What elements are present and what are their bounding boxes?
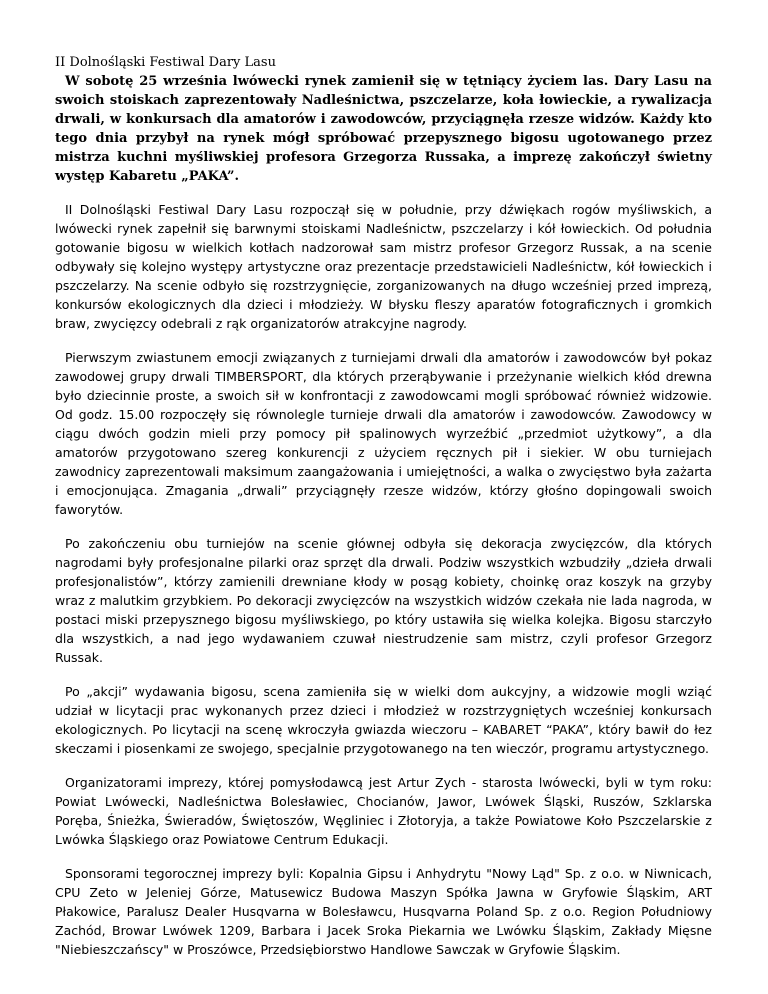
paragraph-auction-cabaret: Po „akcji” wydawania bigosu, scena zamieniła się w wielki dom aukcyjny, a widzowie mogli wziąć udział w licytacji prac wykonanych przez dzieci i młodzież w rozstrzygniętych wcześniej konkursach ekologicznych. Po licytacji na scenę wkroczyła gwiazda wieczoru – KABARET “PAKA”, który bawił do łez skeczami i piosenkami ze swojego, specjalnie przygotowanego na ten wieczór, programu artystycznego. xyxy=(55,684,712,756)
paragraph-lumberjack-tournaments: Pierwszym zwiastunem emocji związanych z turniejami drwali dla amatorów i zawodowców był pokaz zawodowej grupy drwali TIMBERSPORT, dla których przerąbywanie i przeżynanie wielkich kłód drewna było dziecinnie proste, a swoich sił w konfrontacji z zawodowcami mogli spróbować również widzowie. Od godz. 15.00 rozpoczęły się równolegle turnieje drwali dla amatorów i zawodowców. Zawodowcy w ciągu dwóch godzin mieli przy pomocy pił spalinowych wyrzeźbić „przedmiot użytkowy”, a dla amatorów przygotowano szereg konkurencji z użyciem ręcznych pił i siekier. W obu turniejach zawodnicy zaprezentowali maksimum zaangażowania i umiejętności, a walka o zwycięstwo była zażarta i emocjonująca. Zmagania „drwali” przyciągnęły rzesze widzów, którzy głośno dopingowali swoich faworytów. xyxy=(55,350,712,517)
lead-paragraph: W sobotę 25 września lwówecki rynek zamienił się w tętniący życiem las. Dary Lasu na swoich stoiskach zaprezentowały Nadleśnictwa, pszczelarze, koła łowieckie, a rywalizacja drwali, w konkursach dla amatorów i zawodowców, przyciągnęła rzesze widzów. Każdy kto tego dnia przybył na rynek mógł spróbować przepysznego bigosu ugotowanego przez mistrza kuchni myśliwskiej profesora Grzegorza Russaka, a imprezę zakończył świetny występ Kabaretu „PAKA”. xyxy=(55,74,712,184)
paragraph-opening: II Dolnośląski Festiwal Dary Lasu rozpoczął się w południe, przy dźwiękach rogów myśliwskich, a lwówecki rynek zapełnił się barwnymi stoiskami Nadleśnictw, pszczelarzy i kół łowieckich. Od południa gotowanie bigosu w wielkich kotłach nadzorował sam mistrz profesor Grzegorz Russak, a na scenie odbywały się kolejno występy artystyczne oraz prezentacje przedstawicieli Nadleśnictw, kół łowieckich i pszczelarzy. Na scenie odbyło się rozstrzygnięcie, zorganizowanych na długo wcześniej przed imprezą, konkursów ekologicznych dla dzieci i młodzieży. W błysku fleszy aparatów fotograficznych i gromkich braw, zwycięzcy odebrali z rąk organizatorów atrakcyjne nagrody. xyxy=(55,202,712,331)
paragraph-organizers: Organizatorami imprezy, której pomysłodawcą jest Artur Zych - starosta lwówecki, byli w tym roku: Powiat Lwówecki, Nadleśnictwa Bolesławiec, Chocianów, Jawor, Lwówek Śląski, Ruszów, Szklarska Poręba, Śnieżka, Świeradów, Świętoszów, Węgliniec i Złotoryja, a także Powiatowe Koło Pszczelarskie z Lwówka Śląskiego oraz Powiatowe Centrum Edukacji. xyxy=(55,775,712,847)
paragraph-awards: Po zakończeniu obu turniejów na scenie głównej odbyła się dekoracja zwycięzców, dla których nagrodami były profesjonalne pilarki oraz sprzęt dla drwali. Podziw wszystkich wzbudziły „dzieła drwali profesjonalistów”, którzy zamienili drewniane kłody w posąg kobiety, choinkę oraz koszyk na grzyby wraz z malutkim grzybkiem. Po dekoracji zwycięzców na wszystkich widzów czekała nie lada nagroda, w postaci miski przepysznego bigosu myśliwskiego, po który ustawiła się wielka kolejka. Bigosu starczyło dla wszystkich, a nad jego wydawaniem czuwał niestrudzenie sam mistrz, czyli profesor Grzegorz Russak. xyxy=(55,536,712,665)
paragraph-sponsors: Sponsorami tegorocznej imprezy byli: Kopalnia Gipsu i Anhydrytu "Nowy Ląd" Sp. z o.o. w Niwnicach, CPU Zeto w Jeleniej Górze, Matusewicz Budowa Maszyn Spółka Jawna w Gryfowie Śląskim, ART Płakowice, Paralusz Dealer Husqvarna w Bolesławcu, Husqvarna Poland Sp. z o.o. Region Południowy Zachód, Browar Lwówek 1209, Barbara i Jacek Sroka Piekarnia we Lwówku Śląskim, Zakłady Mięsne "Niebieszczańscy" w Proszówce, Przedsiębiorstwo Handlowe Sawczak w Gryfowie Śląskim. xyxy=(55,866,712,957)
document-title: II Dolnośląski Festiwal Dary Lasu xyxy=(55,55,276,70)
